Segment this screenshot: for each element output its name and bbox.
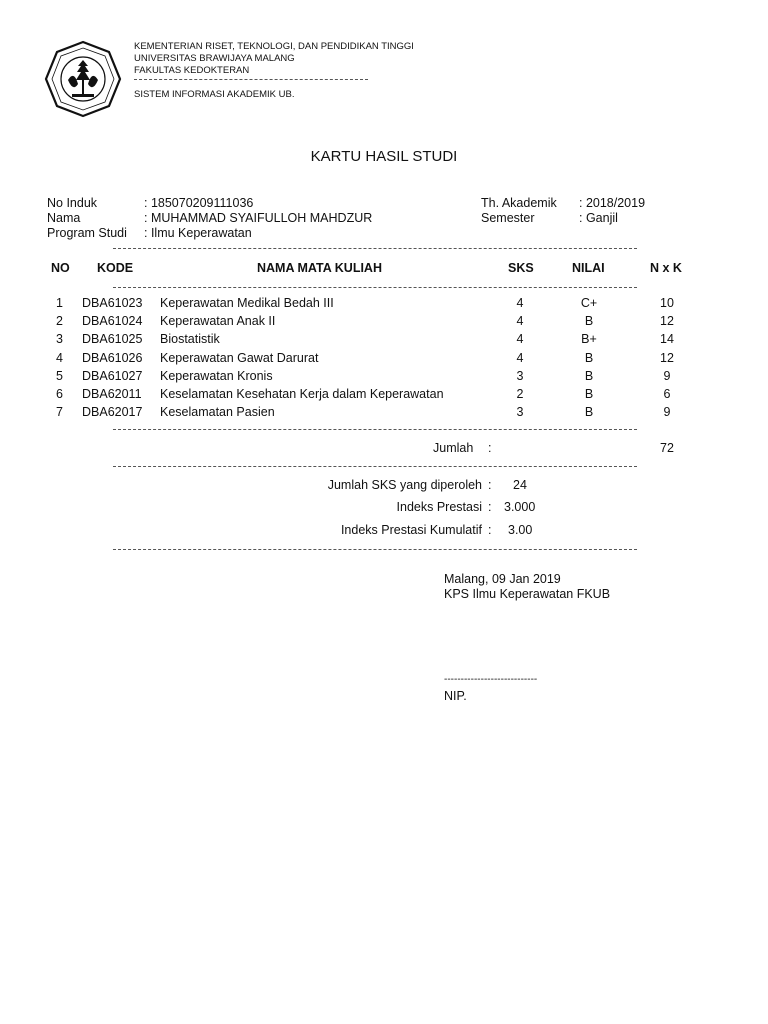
cell-nxk: 14	[660, 332, 674, 346]
cell-nxk: 6	[663, 387, 671, 401]
page-title: KARTU HASIL STUDI	[310, 148, 458, 165]
divider	[113, 549, 637, 550]
col-header-kode: KODE	[97, 261, 134, 275]
cell-no: 5	[56, 369, 63, 383]
col-header-nilai: NILAI	[572, 261, 605, 275]
program-value: : Ilmu Keperawatan	[144, 226, 252, 240]
col-header-no: NO	[51, 261, 70, 275]
cell-nama: Keperawatan Anak II	[160, 314, 276, 328]
no-induk-label: No Induk	[47, 196, 98, 210]
nama-value: : MUHAMMAD SYAIFULLOH MAHDZUR	[144, 211, 373, 225]
cell-kode: DBA61027	[82, 369, 143, 383]
cell-no: 1	[56, 296, 63, 310]
cell-no: 6	[56, 387, 63, 401]
divider	[113, 466, 637, 467]
header-divider	[134, 79, 368, 80]
nama-label: Nama	[47, 211, 81, 225]
cell-kode: DBA61024	[82, 314, 143, 328]
cell-nilai: B	[584, 351, 594, 365]
cell-nilai: B	[584, 387, 594, 401]
cell-no: 7	[56, 405, 63, 419]
ipk-colon: :	[488, 523, 492, 537]
cell-sks: 4	[516, 332, 524, 346]
sks-total-colon: :	[488, 478, 492, 492]
cell-nxk: 10	[660, 296, 674, 310]
cell-nilai: B	[584, 314, 594, 328]
cell-sks: 3	[516, 405, 524, 419]
cell-kode: DBA61023	[82, 296, 143, 310]
sks-total-value: 24	[513, 478, 527, 492]
ip-label: Indeks Prestasi	[396, 500, 482, 514]
cell-kode: DBA62011	[82, 387, 142, 401]
col-header-nama: NAMA MATA KULIAH	[257, 261, 382, 275]
cell-sks: 4	[516, 314, 524, 328]
cell-nxk: 9	[663, 405, 671, 419]
ipk-label: Indeks Prestasi Kumulatif	[340, 523, 482, 537]
divider	[113, 429, 637, 430]
cell-nilai: B	[584, 405, 594, 419]
divider	[113, 248, 637, 249]
cell-nama: Biostatistik	[160, 332, 220, 346]
institution-line-2: UNIVERSITAS BRAWIJAYA MALANG	[134, 53, 295, 64]
institution-line-4: SISTEM INFORMASI AKADEMIK UB.	[134, 89, 295, 100]
signature-line: ----------------------------	[444, 674, 538, 685]
cell-nama: Keperawatan Gawat Darurat	[160, 351, 319, 365]
cell-nama: Keselamatan Pasien	[160, 405, 275, 419]
cell-no: 2	[56, 314, 63, 328]
cell-sks: 4	[516, 351, 524, 365]
cell-nama: Keselamatan Kesehatan Kerja dalam Keperawatan	[160, 387, 444, 401]
cell-kode: DBA61025	[82, 332, 143, 346]
cell-kode: DBA61026	[82, 351, 143, 365]
place-date: Malang, 09 Jan 2019	[444, 572, 561, 586]
ip-colon: :	[488, 500, 492, 514]
cell-nama: Keperawatan Medikal Bedah III	[160, 296, 334, 310]
th-akademik-label: Th. Akademik	[481, 196, 557, 210]
cell-sks: 4	[516, 296, 524, 310]
cell-nilai: B+	[581, 332, 597, 346]
cell-nxk: 9	[663, 369, 671, 383]
cell-nxk: 12	[660, 351, 674, 365]
semester-value: : Ganjil	[579, 211, 618, 225]
nip-label: NIP.	[444, 689, 467, 703]
cell-nilai: B	[584, 369, 594, 383]
col-header-nxk: N x K	[650, 261, 682, 275]
no-induk-value: : 185070209111036	[144, 196, 254, 210]
signatory-position: KPS Ilmu Keperawatan FKUB	[444, 587, 611, 601]
university-seal	[44, 40, 122, 118]
cell-no: 3	[56, 332, 63, 346]
cell-sks: 3	[516, 369, 524, 383]
ip-value: 3.000	[504, 500, 536, 514]
institution-line-1: KEMENTERIAN RISET, TEKNOLOGI, DAN PENDIDIKAN TINGGI	[134, 41, 414, 52]
cell-kode: DBA62017	[82, 405, 143, 419]
divider	[113, 287, 637, 288]
jumlah-label: Jumlah	[433, 441, 474, 455]
cell-sks: 2	[516, 387, 524, 401]
th-akademik-value: : 2018/2019	[579, 196, 646, 210]
jumlah-colon: :	[488, 441, 492, 455]
institution-line-3: FAKULTAS KEDOKTERAN	[134, 65, 250, 76]
cell-nxk: 12	[660, 314, 674, 328]
program-label: Program Studi	[47, 226, 127, 240]
cell-no: 4	[56, 351, 63, 365]
semester-label: Semester	[481, 211, 535, 225]
col-header-sks: SKS	[508, 261, 534, 275]
jumlah-value: 72	[660, 441, 674, 455]
cell-nilai: C+	[580, 296, 598, 310]
ipk-value: 3.00	[508, 523, 533, 537]
cell-nama: Keperawatan Kronis	[160, 369, 273, 383]
sks-total-label: Jumlah SKS yang diperoleh	[327, 478, 482, 492]
